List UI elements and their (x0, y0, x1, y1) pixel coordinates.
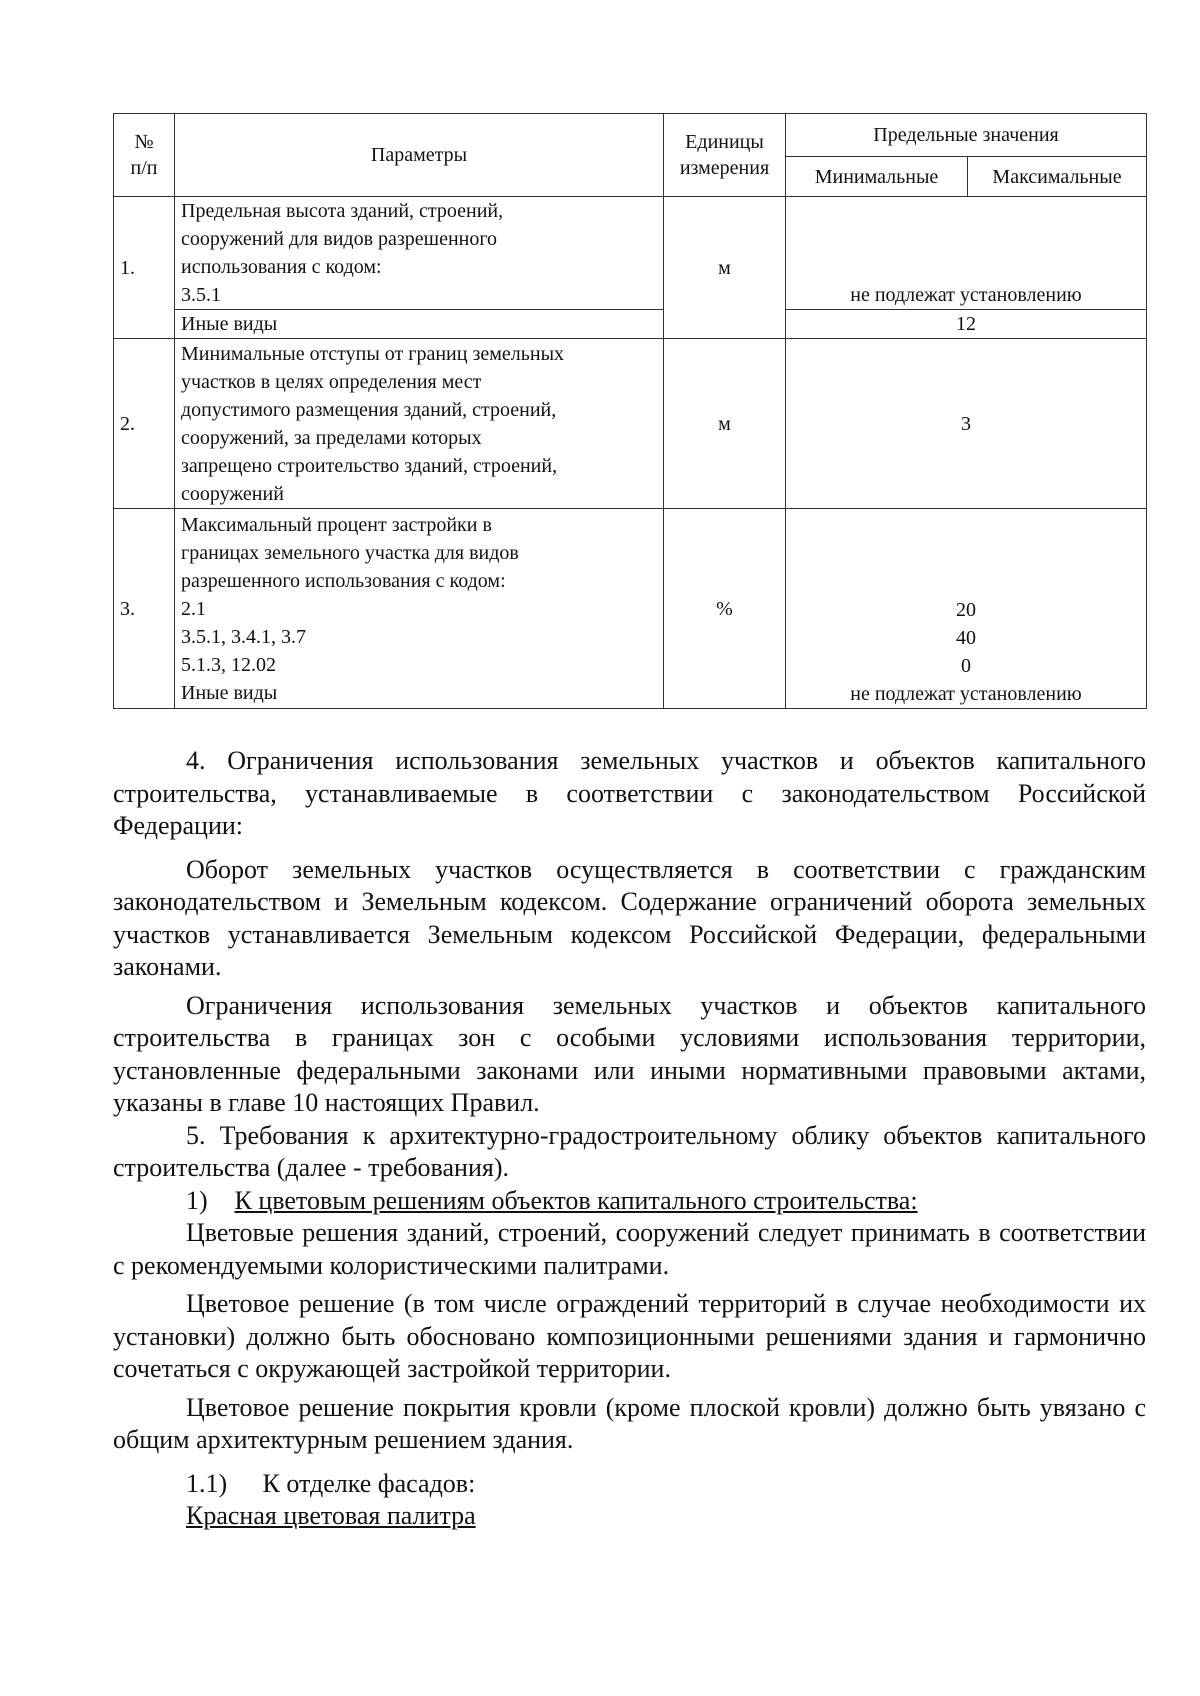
paragraph-roof-color: Цветовое решение покрытия кровли (кроме плоской кровли) должно быть увязано с общим архитектурным решением здания. (113, 1392, 1146, 1454)
item-number: 1) (186, 1185, 208, 1215)
paragraph-restrictions-heading: 4. Ограничения использования земельных участков и объектов капитального строительства, устанавливаемые в соответствии с законодательством Российской Федерации: (113, 746, 1146, 840)
item-number: 1.1) (186, 1468, 228, 1498)
header-number: № п/п (114, 114, 175, 197)
palette-title-text: Красная цветовая палитра (186, 1501, 476, 1530)
header-parameters: Параметры (175, 114, 664, 197)
row-parameter: Максимальный процент застройки в границах земельного участка для видов разрешенного использования с кодом: 2.1 3.5.1, 3.4.1, 3.7 5.1.3, 12.02 Иные виды (175, 509, 664, 709)
paragraph-land-turnover: Оборот земельных участков осуществляется в соответствии с гражданским законодательством и Земельным кодексом. Содержание ограничений оборота земельных участков устанавливается Земельным кодексом Российской Федерации, федеральными законами. (113, 854, 1146, 981)
table-row (114, 509, 1147, 709)
table-row (114, 197, 1147, 310)
item-color-solutions (113, 1185, 1146, 1218)
row-number: 2. (114, 339, 175, 509)
row-number: 3. (114, 509, 175, 709)
table-row (114, 339, 1147, 509)
row-unit: м (664, 197, 786, 339)
palette-title (113, 1500, 1146, 1533)
row-unit: м (664, 339, 786, 509)
row-value: 3 (786, 339, 1147, 509)
paragraph-zone-restrictions: Ограничения использования земельных участков и объектов капитального строительства в границах зон с особыми условиями использования территории, установленные федеральными законами или иными нормативными правовыми актами, указаны в главе 10 настоящих Правил. (113, 990, 1146, 1117)
item-title: К отделке фасадов: (262, 1468, 476, 1498)
parameters-table-container (113, 113, 1146, 713)
header-limit-values: Предельные значения (786, 114, 1147, 157)
item-facade-finishing (113, 1468, 1146, 1501)
table-row (114, 310, 1147, 339)
header-units: Единицы измерения (664, 114, 786, 197)
paragraph-color-palettes: Цветовые решения зданий, строений, сооружений следует принимать в соответствии с рекомендуемыми колористическими палитрами. (113, 1218, 1146, 1280)
header-maximum: Максимальные (968, 157, 1147, 197)
parameters-table (113, 113, 1147, 709)
header-minimum: Минимальные (786, 157, 968, 197)
row-unit: % (664, 509, 786, 709)
row-values: 20 40 0 не подлежат установлению (786, 509, 1147, 709)
row-value: не подлежат установлению (786, 197, 1147, 310)
row-parameter: Предельная высота зданий, строений, сооружений для видов разрешенного использования с кодом: 3.5.1 (175, 197, 664, 310)
row-parameter: Минимальные отступы от границ земельных участков в целях определения мест допустимого размещения зданий, строений, сооружений, за пределами которых запрещено строительство зданий, строений, сооружений (175, 339, 664, 509)
paragraph-requirements-heading: 5. Требования к архитектурно-градостроительному облику объектов капитального строительства (далее - требования). (113, 1120, 1146, 1182)
item-title: К цветовым решениям объектов капитального строительства: (234, 1185, 918, 1215)
document-body (113, 745, 1146, 1533)
row-value-other: 12 (786, 310, 1147, 339)
row-number: 1. (114, 197, 175, 339)
row-parameter-other: Иные виды (175, 310, 664, 339)
paragraph-color-justification: Цветовое решение (в том числе ограждений территорий в случае необходимости их установки) должно быть обосновано композиционными решениями здания и гармонично сочетаться с окружающей застройкой территории. (113, 1289, 1146, 1383)
